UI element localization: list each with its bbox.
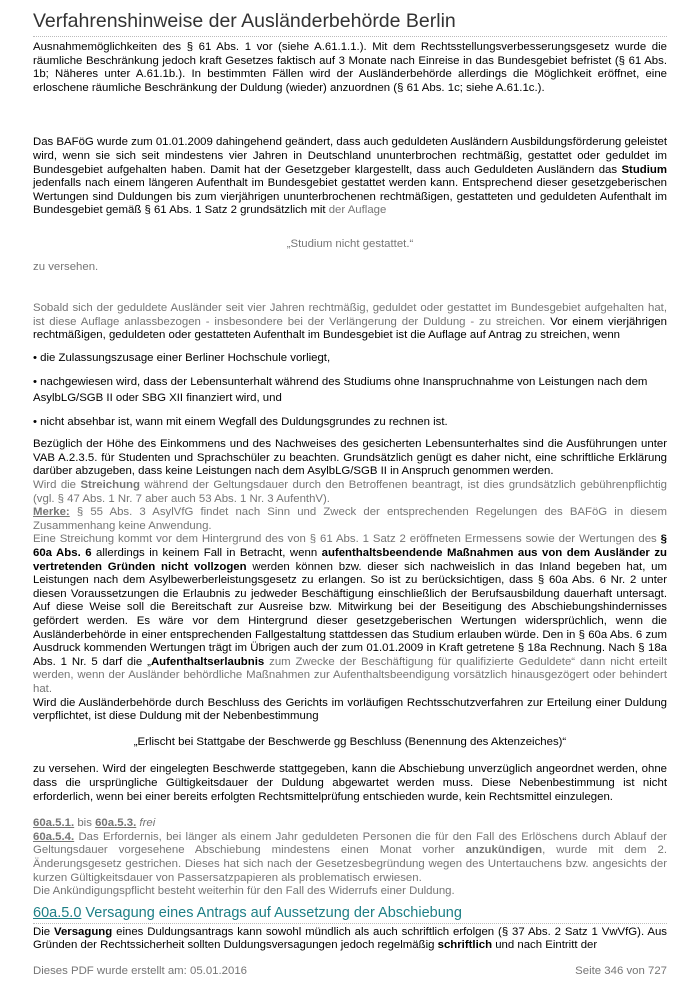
bold-anzukuendigen: anzukündigen [465,844,543,857]
text: während der Geltungsdauer durch den Betroffenen beantragt, ist dies grundsätzlich gebührenpflichtig (vgl. § 47 Abs. 1 Nr. 7 aber auch 53 Abs. 1 Nr. 3 AufenthV). [33,479,668,505]
paragraph-refs [33,817,667,831]
paragraph-bafoeg [33,136,667,218]
paragraph-streichung-gebuehr [33,479,667,506]
text: und nach Eintritt der [495,939,598,952]
paragraph-zu-versehen: zu versehen. [33,260,99,273]
header-divider [33,36,667,37]
text: werden können bzw. dieser sich nachweislich in das Inland begeben hat, um Leistungen nach dem Asylbewerberleistungsgesetz zu erlangen. So ist zu berücksichtigen, dass § 60a Abs. 6 Nr. 2 unter diesen Voraussetzungen die Erlaubnis zu jedweder Beschäftigung einschließlich der Berufsausbildung dauerhaft untersagt. Auf diese Weise soll die Bereitschaft zur Ausreise bzw. Mitwirkung bei der Beseitigung des Abschiebungshindernisses gefördert werden. Es wäre vor dem Hintergrund dieser gesetzgeberischen Wertungen widersprüchlich, wenn die Ausländerbehörde in einer entsprechenden Fallgestaltung stattdessen das Studium erlauben würde. Den in § 60a Abs. 6 zum Ausdruck kommenden Wertungen trägt im Übrigen auch der zum 01.01.2009 in Kraft getretene § 18a Rechnung. Nach § 18a Abs. 1 Nr. 5 darf die „ [33,560,667,668]
text-grey: Eine Streichung kommt vor dem Hintergrund des von § 61 Abs. 1 Satz 2 eröffneten Ermessens sowie der Wertungen des [33,533,657,546]
paragraph-raeumliche-beschraenkung: Ausnahmemöglichkeiten des § 61 Abs. 1 vor (siehe A.61.1.1.). Mit dem Rechtsstellungsverbesserungsgesetz wurde die räumliche Beschränkung jedoch kraft Gesetzes faktisch auf 3 Monate nach Einreise in das Bundesgebiet befristet (§ 61 Abs. 1b; Näheres unter A.61.1b.). In bestimmten Fällen wird der Ausländerbehörde allerdings die Möglichkeit eröffnet, eine erloschene räumliche Beschränkung der Duldung (wieder) anzuordnen (§ 61 Abs. 1c; siehe A.61.1c.). [33,41,667,94]
paragraph-versagung [33,926,667,953]
paragraph-beschwerde: zu versehen. Wird der eingelegten Beschwerde stattgegeben, kann die Abschiebung unverzüglich angeordnet werden, ohne dass die ursprüngliche Gültigkeitsdauer der Duldung abgewartet werden muss. Diese Nebenbestimmung ist nicht erforderlich, wenn bei einer bereits erfolgten Rechtsmittelprüfung entschieden wurde, kein Rechtsmittel einzulegen. [33,763,667,803]
quote-studium-nicht-gestattet: „Studium nicht gestattet.“ [286,237,414,250]
paragraph-gerichtsbeschluss: Wird die Ausländerbehörde durch Beschluss des Gerichts im vorläufigen Rechtsschutzverfahren zur Erteilung einer Duldung verpflichtet, ist diese Duldung mit der Nebenbestimmung [33,696,667,723]
section-title: Versagung eines Antrags auf Aussetzung der Abschiebung [85,904,462,921]
text-frei: frei [139,817,156,830]
footer-page-number: Seite 346 von 727 [575,965,667,977]
text-grey: zum Zwecke der Beschäftigung für qualifizierte Geduldete“ dann nicht erteilt werden, wenn der Ausländer behördliche Maßnahmen zur Aufenthaltsbeendigung vorsätzlich hinausgezögert oder behindert hat. [33,655,667,695]
document-body [33,41,667,953]
bullet-duldungsgrund: • nicht absehbar ist, wann mit einem Wegfall des Duldungsgrundes zu rechnen ist. [33,415,448,428]
paragraph-ankuendigung [33,831,667,885]
text: § 55 Abs. 3 AsylVfG findet nach Sinn und Zweck der entsprechenden Regelungen des BAFöG in diesem Zusammenhang keine Anwendung. [33,506,667,532]
paragraph-merke [33,506,667,533]
paragraph-auflage-streichen [33,302,667,343]
section-heading-60a-5-0 [33,904,667,922]
bullet-lebensunterhalt-cont: AsylbLG/SGB II oder SBG XII finanziert wird, und [33,392,282,405]
text: Wird die [33,479,77,492]
bullet-lebensunterhalt: • nachgewiesen wird, dass der Lebensunterhalt während des Studiums ohne Inanspruchnahme von Leistungen nach dem [33,375,648,388]
merke-label: Merke: [33,506,70,519]
link-60a-5-1[interactable]: 60a.5.1. [33,817,75,830]
bold-massnahmen: aufenthaltsbeendende Maßnahmen aus von dem Ausländer zu vertretenden Gründen nicht vollzogen [33,547,667,573]
text-grey: Sobald sich der geduldete Ausländer seit vier Jahren rechtmäßig, geduldet oder gestattet im Bundesgebiet aufgehalten hat, ist diese Auflage anlassbezogen - insbesondere bei der Verlängerung der Duldung - zu streichen. [33,302,667,328]
bold-versagung: Versagung [53,925,113,938]
text: Das BAFöG wurde zum 01.01.2009 dahingehend geändert, dass auch geduldeten Ausländern Ausbildungsförderung geleistet wird, wenn sie sich seit mindestens vier Jahren in Deutschland ununterbrochen rechtmäßig, gestattet oder geduldet im Bundesgebiet aufgehalten haben. Damit hat der Gesetzgeber klargestellt, dass auch Geduldeten Ausländern das [33,136,667,176]
bold-60a-abs6: § 60a Abs. 6 [33,533,667,560]
paragraph-ermessen [33,533,667,696]
bold-aufenthaltserlaubnis: Aufenthaltserlaubnis [150,655,265,668]
text: Vor einem vierjährigen rechtmäßigen, geduldeten oder gestatteten Aufenthalt im Bundesgebiet ist die Auflage auf Antrag zu streichen, wenn [33,315,667,342]
section-divider [33,923,667,924]
link-60a-5-4[interactable]: 60a.5.4. [33,830,75,843]
page-header-title: Verfahrenshinweise der Ausländerbehörde Berlin [33,10,456,32]
bold-streichung: Streichung [80,479,140,492]
text: Die [33,925,51,938]
text: bis [77,817,92,830]
footer-created-date: Dieses PDF wurde erstellt am: 05.01.2016 [33,965,247,977]
text: allerdings in keinem Fall in Betracht, wenn [96,547,318,560]
paragraph-einkommen: Bezüglich der Höhe des Einkommens und des Nachweises des gesicherten Lebensunterhaltes sind die Ausführungen unter VAB A.2.3.5. für Studenten und Sprachschüler zu beachten. Grundsätzlich genügt es daher nicht, eine schriftliche Erklärung darüber abzugeben, dass keine Leistungen nach dem AsylbLG/SGB II in Anspruch genommen werden. [33,438,667,478]
text: jedenfalls nach einem längeren Aufenthalt im Bundesgebiet gestattet werden kann. Entsprechend dieser gesetzgeberischen Wertungen sind Duldungen bis zum vierjährigen ununterbrochenen rechtmäßigen, gestatteten und geduldeten Aufenthalt im Bundesgebiet gemäß § 61 Abs. 1 Satz 2 grundsätzlich mit [33,177,667,217]
text-grey: der Auflage [328,204,387,217]
quote-erlischt: „Erlischt bei Stattgabe der Beschwerde gg Beschluss (Benennung des Aktenzeiches)“ [133,735,567,748]
text: , wurde mit dem 2. Änderungsgesetz gestrichen. Dieses hat sich nach der Gesetzesbegründung wegen des Untertauchens bzw. angesichts der kurzen Gültigkeitsdauer von Passersatzpapieren als problematisch erwiesen. [33,844,667,884]
text: Das Erfordernis, bei länger als einem Jahr geduldeten Personen die für den Fall des Erlöschens durch Ablauf der Geltungsdauer vorgesehene Abschiebung mindestens einen Monat vorher [33,830,667,857]
paragraph-widerruf: Die Ankündigungspflicht besteht weiterhin für den Fall des Widerrufs einer Duldung. [33,885,455,898]
bold-studium: Studium [621,163,668,176]
bullet-zulassungszusage: • die Zulassungszusage einer Berliner Hochschule vorliegt, [33,351,331,364]
text: eines Duldungsantrags kann sowohl mündlich als auch schriftlich erfolgen (§ 37 Abs. 2 Satz 1 VwVfG). Aus Gründen der Rechtssicherheit sollten Duldungsversagungen jedoch regelmäßig [33,925,668,952]
bold-schriftlich: schriftlich [437,939,493,952]
section-number-link[interactable]: 60a.5.0 [33,904,82,921]
link-60a-5-3[interactable]: 60a.5.3. [95,817,137,830]
